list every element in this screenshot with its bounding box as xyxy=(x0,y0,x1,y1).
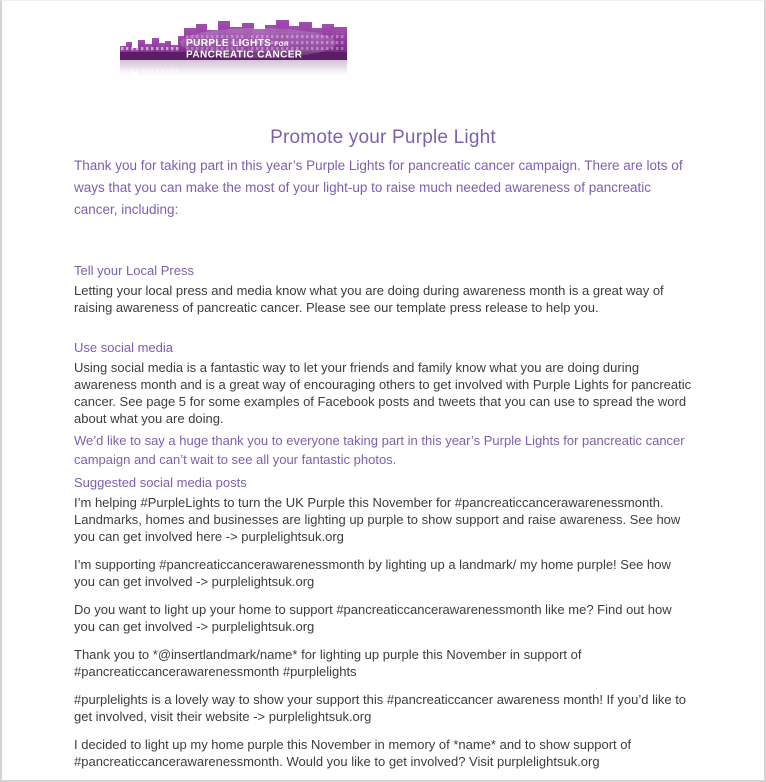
logo-text-line1: PURPLE LIGHTS FOR xyxy=(186,38,290,49)
intro-paragraph: Thank you for taking part in this year’s Purple Lights for pancreatic cancer campaign. There are lots of ways that you can make the most of your light-up to raise much needed awareness of pancreatic cancer, including: xyxy=(74,158,683,217)
posts-heading: Suggested social media posts xyxy=(74,475,247,490)
social-post: Do you want to light up your home to support #pancreaticcancerawarenessmonth like me? Find out how you can get involved -> purplelightsuk.org xyxy=(74,602,672,634)
section-local-press xyxy=(74,262,693,316)
section-heading: Tell your Local Press xyxy=(74,263,194,278)
purple-lights-logo xyxy=(120,16,347,76)
social-post: I’m helping #PurpleLights to turn the UK Purple this November for #pancreaticcancerawarenessmonth. Landmarks, homes and businesses are lighting up purple to show support and raise awareness. See how you can get involved here -> purplelightsuk.org xyxy=(74,495,681,544)
social-post: #purplelights is a lovely way to show your support this #pancreaticcancer awareness month! If you’d like to get involved, visit their website -> purplelightsuk.org xyxy=(74,692,687,724)
social-post: I’m supporting #pancreaticcancerawarenessmonth by lighting up a landmark/ my home purple! See how you can get involved -> purplelightsuk.org xyxy=(74,557,671,589)
section-body: Using social media is a fantastic way to let your friends and family know what you are doing during awareness month and is a great way of encouraging others to get involved with Purple Lights for pancreatic cancer. See page 5 for some examples of Facebook posts and tweets that you can use to spread the word about what you are doing. xyxy=(74,360,692,426)
section-heading: Use social media xyxy=(74,340,173,355)
social-post: I decided to light up my home purple this November in memory of *name* and to show support of #pancreaticcancerawarenessmonth. Would you like to get involved? Visit purplelightsuk.org xyxy=(74,737,632,769)
social-post: Thank you to *@insertlandmark/name* for lighting up purple this November in support of #pancreaticcancerawarenessmonth #purplelights xyxy=(74,647,582,679)
document-body xyxy=(74,155,693,770)
logo-text-line2: PANCREATIC CANCER xyxy=(186,49,303,61)
section-social-media xyxy=(74,339,693,427)
page-title: Promote your Purple Light xyxy=(270,127,496,148)
city-skyline-logo-icon xyxy=(120,16,347,76)
thank-you-paragraph: We’d like to say a huge thank you to everyone taking part in this year’s Purple Lights for pancreatic cancer campaign and can’t wait to see all your fantastic photos. xyxy=(74,433,685,467)
section-body: Letting your local press and media know what you are doing during awareness month is a great way of raising awareness of pancreatic cancer. Please see our template press release to help you. xyxy=(74,283,664,315)
suggested-posts-list xyxy=(74,494,693,770)
